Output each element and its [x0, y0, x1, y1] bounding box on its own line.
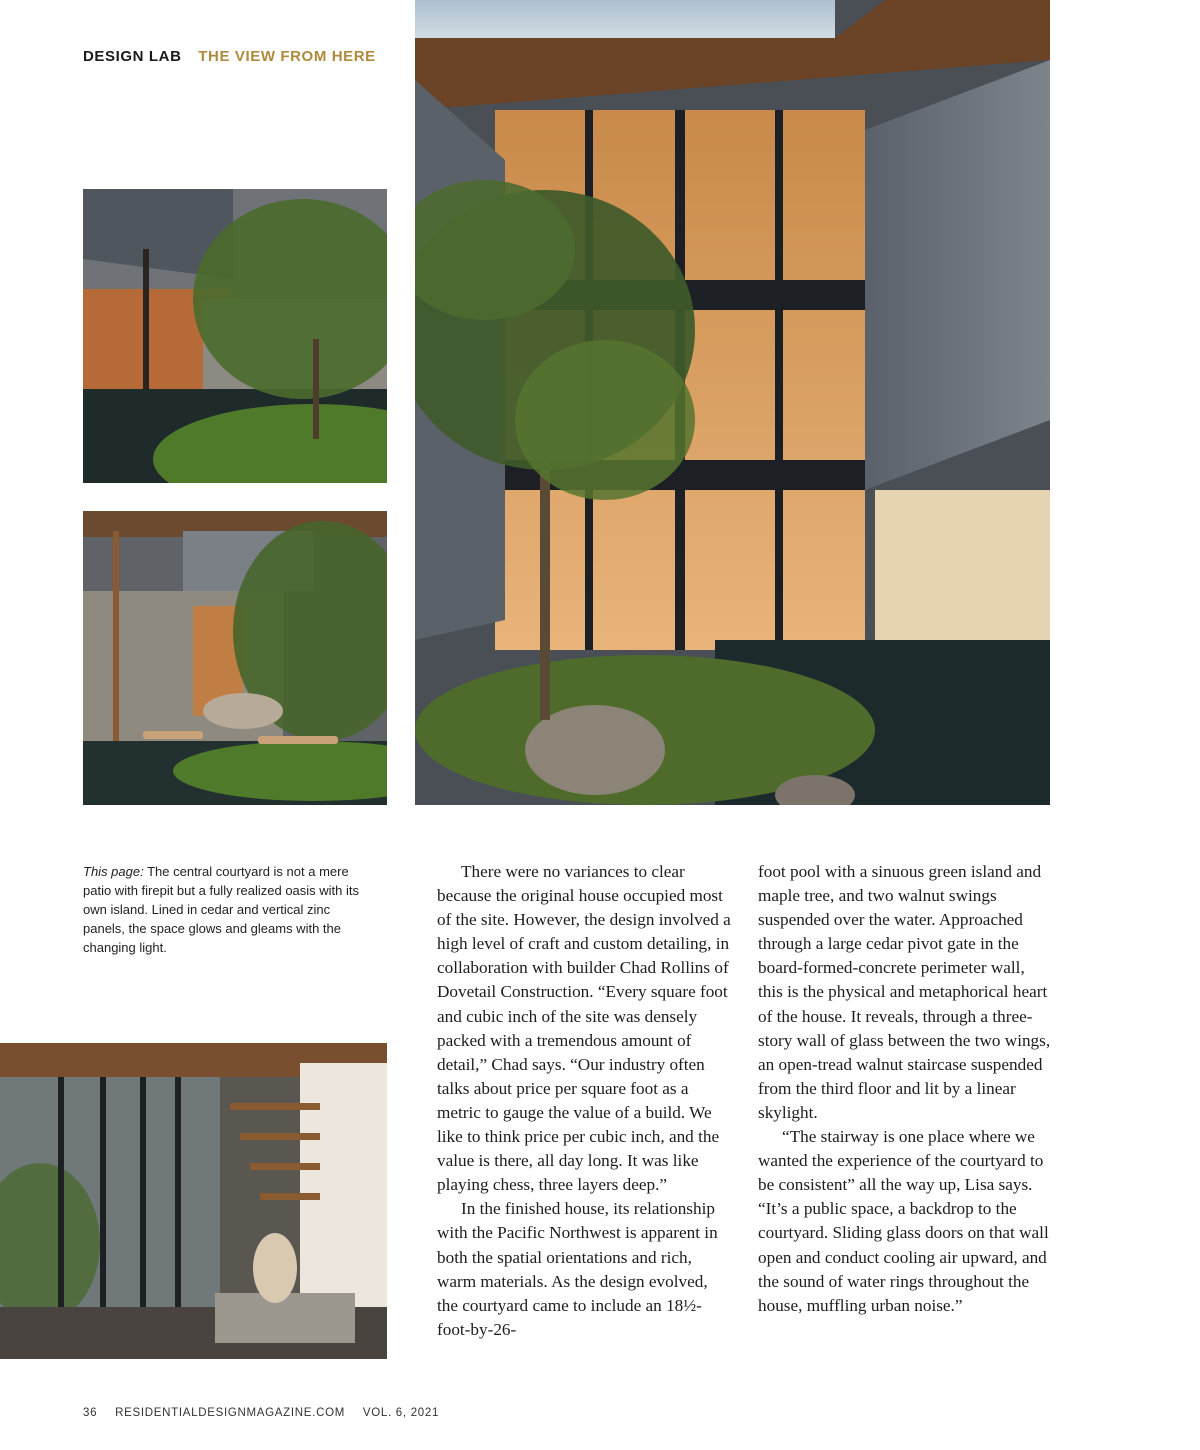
footer-site: RESIDENTIALDESIGNMAGAZINE.COM [115, 1407, 345, 1419]
body-paragraph: foot pool with a sinuous green island and maple tree, and two walnut swings suspended over the water. Approached through a large cedar pivot gate in the board-formed-concrete perimeter wall, this is the physical and metaphorical heart of the house. It reveals, through a three-story wall of glass between the two wings, an open-tread walnut staircase suspended from the third floor and lit by a linear skylight. [758, 862, 1051, 1122]
body-paragraph: “The stairway is one place where we wanted the experience of the courtyard to be consistent” all the way up, Lisa says. “It’s a public space, a backdrop to the courtyard. Sliding glass doors on that wall open and conduct cooling air upward, and the sound of water rings throughout the house, muffling urban noise.” [758, 1127, 1049, 1315]
staircase-interior-photo [0, 1043, 387, 1359]
section-label: DESIGN LAB [83, 48, 182, 65]
hero-courtyard-photo [415, 0, 1050, 805]
photo-caption [83, 862, 373, 957]
subsection-label: THE VIEW FROM HERE [198, 48, 376, 65]
walnut-swings-photo [83, 511, 387, 805]
body-paragraph: In the finished house, its relationship with the Pacific Northwest is apparent in both the spatial orientations and rich, warm materials. As the design evolved, the courtyard came to include an 18½-foot-by-26- [437, 1199, 718, 1339]
page-footer [83, 1407, 453, 1419]
caption-text: The central courtyard is not a mere patio with firepit but a fully realized oasis with its own island. Lined in cedar and vertical zinc panels, the space glows and gleams with the changing light. [83, 864, 360, 955]
body-column-2 [758, 860, 1053, 1318]
section-kicker [83, 48, 376, 65]
page-number: 36 [83, 1407, 98, 1419]
body-paragraph: There were no variances to clear because the original house occupied most of the site. However, the design involved a high level of craft and custom detailing, in collaboration with builder Chad Rollins of Dovetail Construction. “Every square foot and cubic inch of the site was densely packed with a tremendous amount of detail,” Chad says. “Our industry often talks about price per square foot as a metric to gauge the value of a build. We like to think price per cubic inch, and the value is there, all day long. It was like playing chess, three layers deep.” [437, 862, 731, 1195]
footer-volume: VOL. 6, 2021 [362, 1407, 440, 1419]
courtyard-swing-photo [83, 189, 387, 483]
body-column-1 [437, 860, 732, 1342]
caption-lead: This page: [83, 864, 144, 879]
